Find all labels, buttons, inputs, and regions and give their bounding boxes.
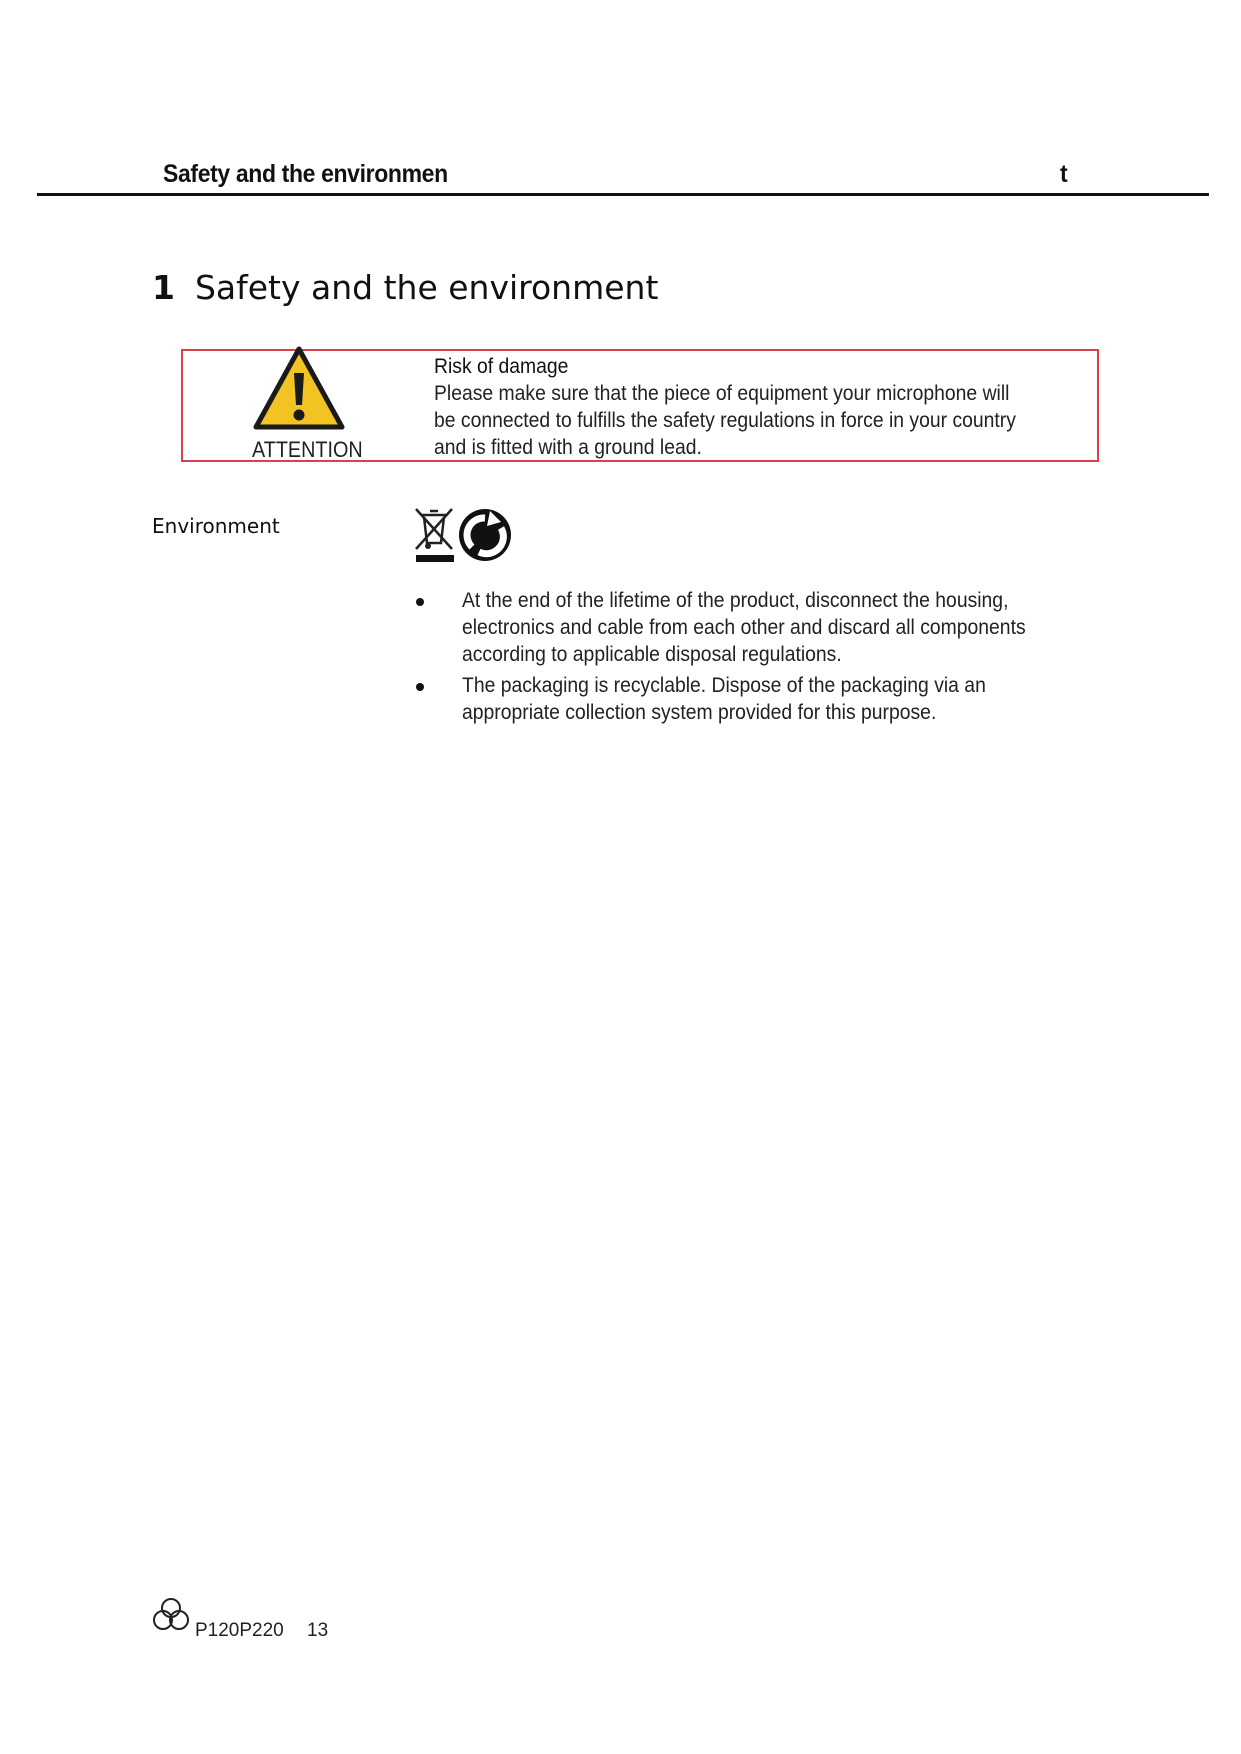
footer-page-number: 13 <box>307 1620 329 1641</box>
running-header-title-end: t <box>1060 160 1068 188</box>
attention-title: Risk of damage <box>434 354 569 378</box>
chapter-title: Safety and the environment <box>194 268 659 307</box>
crossed-out-bin-icon <box>412 505 456 563</box>
bullet-icon <box>416 683 424 691</box>
running-header-title: Safety and the environmen <box>163 160 448 188</box>
warning-triangle-icon <box>252 345 346 431</box>
attention-label: ATTENTION <box>252 437 363 462</box>
bullet-icon <box>416 598 424 606</box>
list-item: At the end of the lifetime of the product, disconnect the housing, electronics and cable from each other and discard all components according to applicable disposal regulations. <box>412 587 1112 668</box>
attention-text <box>434 353 1019 461</box>
chapter-heading <box>152 268 658 307</box>
attention-body: Please make sure that the piece of equipment your microphone will be connected to fulfills the safety regulations in force in your country and is fitted with a ground lead. <box>434 381 1016 459</box>
environment-label: Environment <box>152 514 280 538</box>
akg-logo-icon <box>151 1596 191 1634</box>
header-rule <box>37 193 1209 196</box>
list-item: The packaging is recyclable. Dispose of the packaging via an appropriate collection system provided for this purpose. <box>412 672 1112 726</box>
footer-model: P120P220 <box>195 1620 284 1641</box>
chapter-number: 1 <box>152 268 175 307</box>
green-dot-recycle-icon <box>457 506 513 564</box>
environment-bullet-list <box>412 587 1112 730</box>
